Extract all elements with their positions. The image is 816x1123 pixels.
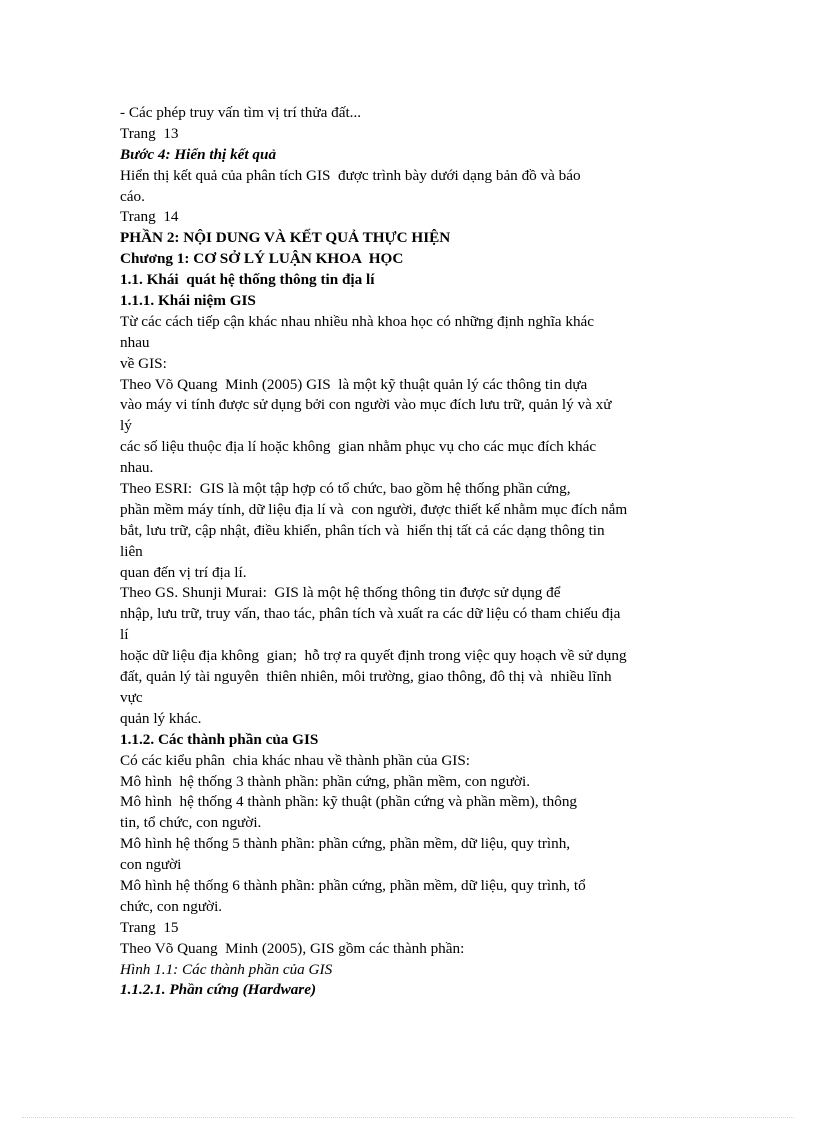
text-line: phần mềm máy tính, dữ liệu địa lí và con người, được thiết kế nhằm mục đích nắm xyxy=(120,500,628,518)
subsubsection-heading: 1.1.2.1. Phần cứng (Hardware) xyxy=(120,981,316,999)
text-line: Từ các cách tiếp cận khác nhau nhiều nhà khoa học có những định nghĩa khác xyxy=(120,312,595,330)
text-line: - Các phép truy vấn tìm vị trí thửa đất... xyxy=(120,104,362,121)
text-line: quản lý khác. xyxy=(120,709,202,727)
text-line: liên xyxy=(120,542,143,560)
text-line: Theo Võ Quang Minh (2005), GIS gồm các thành phần: xyxy=(120,939,465,957)
text-line: Theo ESRI: GIS là một tập hợp có tổ chức, bao gồm hệ thống phần cứng, xyxy=(120,480,571,498)
document-body xyxy=(120,103,700,1001)
text-line: vực xyxy=(120,688,143,706)
text-line: nhập, lưu trữ, truy vấn, thao tác, phân tích và xuất ra các dữ liệu có tham chiếu địa xyxy=(120,605,621,623)
text-line: cáo. xyxy=(120,187,145,205)
step-heading: Bước 4: Hiển thị kết quả xyxy=(120,145,277,163)
text-line: Mô hình hệ thống 5 thành phần: phần cứng, phần mềm, dữ liệu, quy trình, xyxy=(120,835,571,853)
chapter-heading: Chương 1: CƠ SỞ LÝ LUẬN KHOA HỌC xyxy=(120,250,404,268)
subsection-heading: 1.1.1. Khái niệm GIS xyxy=(120,292,256,310)
text-line: bắt, lưu trữ, cập nhật, điều khiển, phân tích và hiển thị tất cả các dạng thông tin xyxy=(120,521,605,539)
text-line: Mô hình hệ thống 3 thành phần: phần cứng, phần mềm, con người. xyxy=(120,772,531,790)
page-marker: Trang 15 xyxy=(120,918,179,936)
subsection-heading: 1.1.2. Các thành phần của GIS xyxy=(120,730,319,748)
text-line: Hiển thị kết quả của phân tích GIS được trình bày dưới dạng bản đồ và báo xyxy=(120,166,581,184)
text-line: Mô hình hệ thống 4 thành phần: kỹ thuật (phần cứng và phần mềm), thông xyxy=(120,793,578,811)
text-line: về GIS: xyxy=(120,354,167,372)
text-line: chức, con người. xyxy=(120,897,223,915)
text-line: các số liệu thuộc địa lí hoặc không gian nhằm phục vụ cho các mục đích khác xyxy=(120,438,597,456)
text-line: đất, quản lý tài nguyên thiên nhiên, môi trường, giao thông, đô thị và nhiều lĩnh xyxy=(120,668,612,686)
section-heading: 1.1. Khái quát hệ thống thông tin địa lí xyxy=(120,271,375,289)
text-line: Theo Võ Quang Minh (2005) GIS là một kỹ thuật quản lý các thông tin dựa xyxy=(120,375,588,393)
text-line: con người xyxy=(120,856,182,874)
text-line: Mô hình hệ thống 6 thành phần: phần cứng, phần mềm, dữ liệu, quy trình, tổ xyxy=(120,876,586,894)
text-line: nhau. xyxy=(120,459,154,477)
text-line: lý xyxy=(120,417,132,435)
text-line: hoặc dữ liệu địa không gian; hỗ trợ ra quyết định trong việc quy hoạch về sử dụng xyxy=(120,647,627,665)
text-line: quan đến vị trí địa lí. xyxy=(120,563,247,581)
text-line: Có các kiểu phân chia khác nhau về thành phần của GIS: xyxy=(120,751,471,769)
text-line: lí xyxy=(120,626,129,644)
part-heading: PHẦN 2: NỘI DUNG VÀ KẾT QUẢ THỰC HIỆN xyxy=(120,229,451,247)
page-marker: Trang 13 xyxy=(120,124,179,142)
text-line: vào máy vi tính được sử dụng bởi con người vào mục đích lưu trữ, quản lý và xử xyxy=(120,396,612,414)
figure-caption: Hình 1.1: Các thành phần của GIS xyxy=(120,960,333,978)
page-bottom-divider xyxy=(22,1117,794,1118)
text-line: tin, tổ chức, con người. xyxy=(120,814,262,832)
page-marker: Trang 14 xyxy=(120,208,179,226)
text-line: Theo GS. Shunji Murai: GIS là một hệ thống thông tin được sử dụng để xyxy=(120,584,561,602)
text-line: nhau xyxy=(120,333,150,351)
